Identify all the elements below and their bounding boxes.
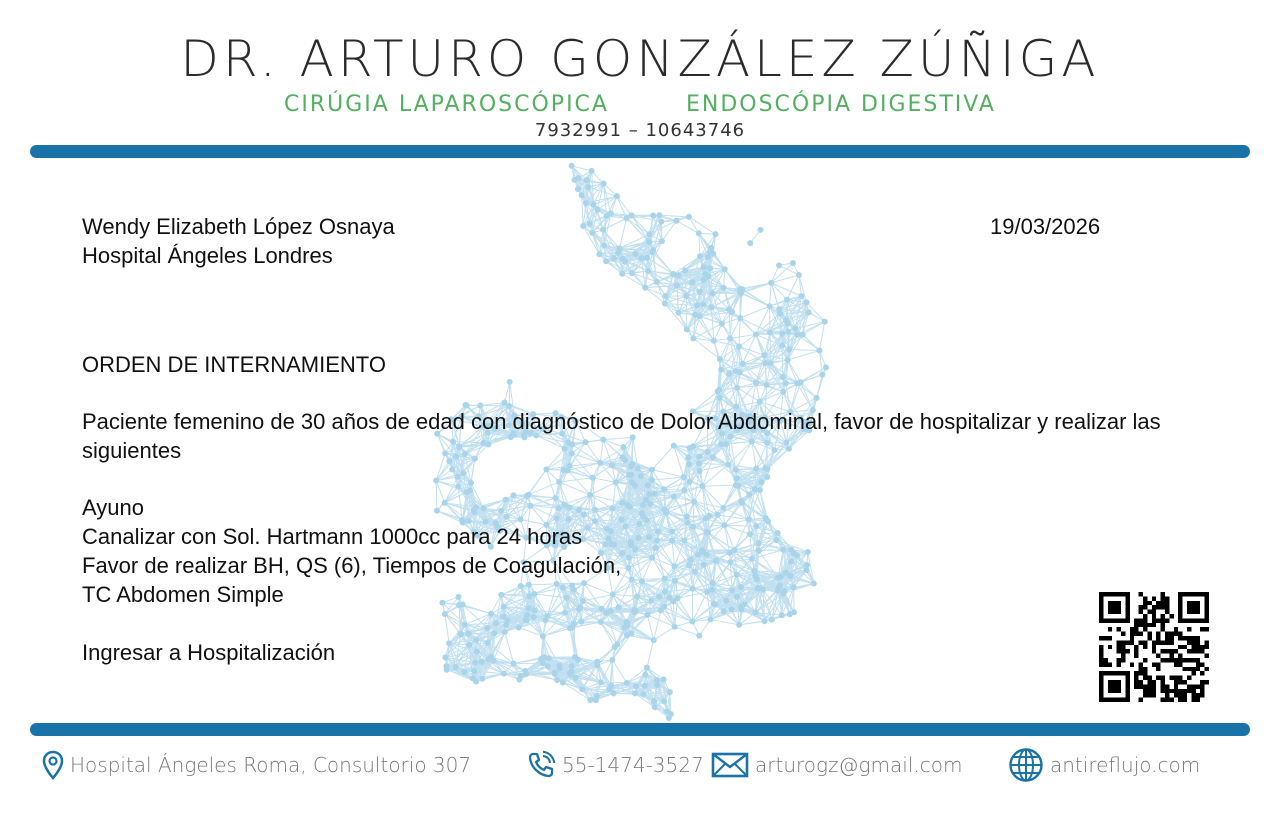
specialties <box>0 92 1280 117</box>
footer-phone-text: 55-1474-3527 <box>562 753 704 777</box>
footer-email[interactable] <box>711 745 962 785</box>
header-phones: 7932991 – 10643746 <box>534 120 746 141</box>
order-title: ORDEN DE INTERNAMIENTO <box>82 352 386 377</box>
order-date: 19/03/2026 <box>990 214 1101 239</box>
patient-hospital: Hospital Ángeles Londres <box>82 243 333 268</box>
bottom-divider <box>30 723 1250 736</box>
location-pin-icon <box>42 750 64 780</box>
footer <box>0 745 1280 785</box>
doctor-name: DR. ARTURO GONZÁLEZ ZÚÑIGA <box>180 30 1100 88</box>
footer-website-text: antireflujo.com <box>1050 753 1201 777</box>
order-final-instruction: Ingresar a Hospitalización <box>82 640 336 665</box>
instruction-item: Ayuno <box>82 495 144 520</box>
qr-code[interactable] <box>1099 592 1209 702</box>
footer-address-text: Hospital Ángeles Roma, Consultorio 307 <box>70 753 472 777</box>
footer-email-text: arturogz@gmail.com <box>755 753 963 777</box>
order-body: Paciente femenino de 30 años de edad con diagnóstico de Dolor Abdominal, favor de hospitalizar y realizar las siguientes <box>82 409 1161 463</box>
specialty-laparoscopic: CIRÚGIA LAPAROSCÓPICA <box>284 92 609 117</box>
instruction-item: Favor de realizar BH, QS (6), Tiempos de Coagulación, <box>82 553 622 578</box>
specialty-endoscopy: ENDOSCÓPIA DIGESTIVA <box>685 92 996 117</box>
globe-icon <box>1008 747 1044 783</box>
phone-icon <box>526 750 556 780</box>
footer-address <box>42 745 471 785</box>
envelope-icon <box>711 751 749 779</box>
footer-website[interactable] <box>1008 745 1200 785</box>
instruction-item: Canalizar con Sol. Hartmann 1000cc para 24 horas <box>82 524 583 549</box>
patient-name: Wendy Elizabeth López Osnaya <box>82 214 395 239</box>
footer-phone[interactable] <box>526 745 704 785</box>
instruction-item: TC Abdomen Simple <box>82 582 284 607</box>
